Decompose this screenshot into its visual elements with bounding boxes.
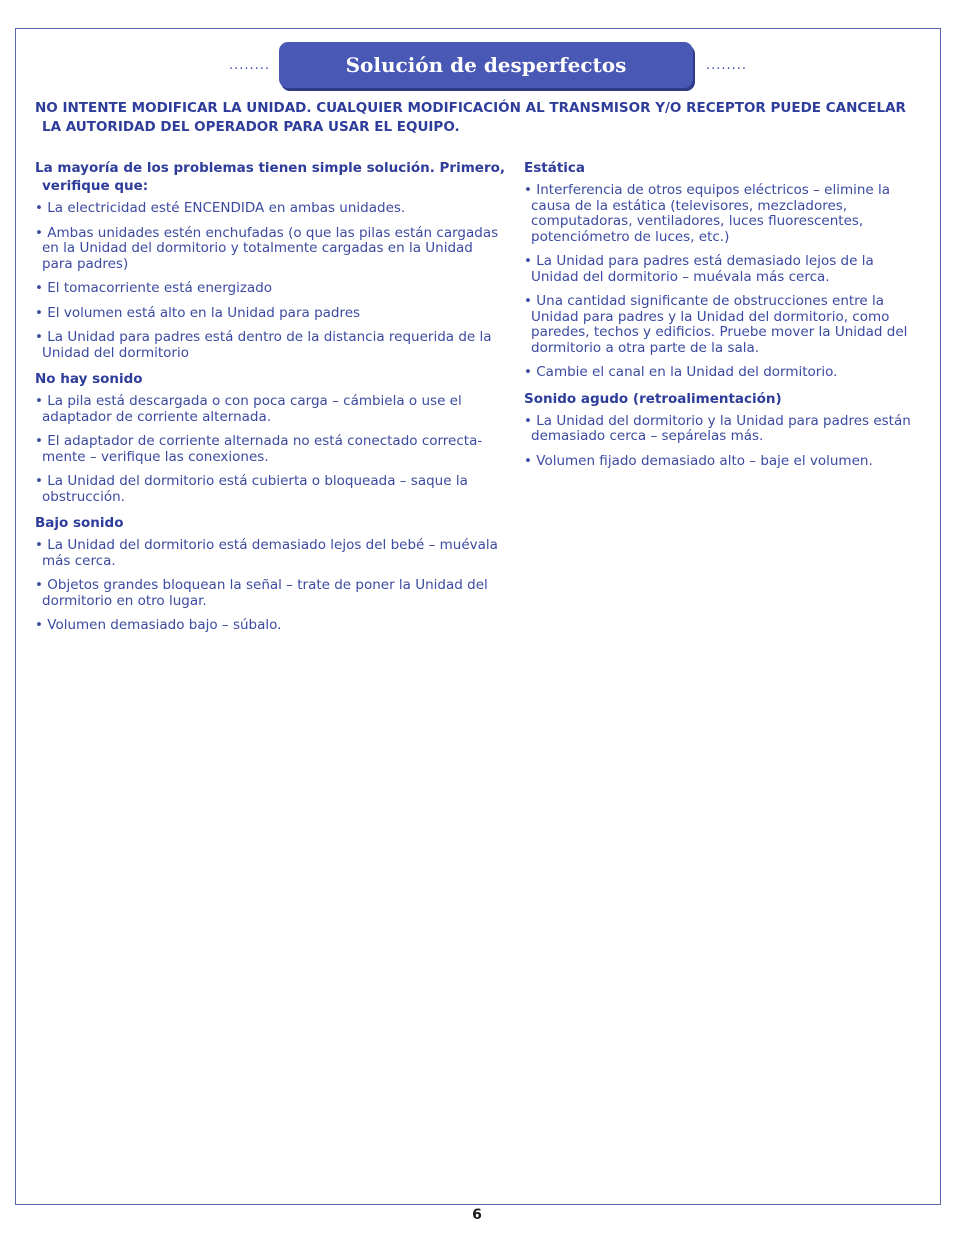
list-item: • La pila está descargada o con poca carga – cámbiela o use el adaptador de corriente alternada.	[35, 393, 462, 425]
feedback-heading: Sonido agudo (retroalimentación)	[524, 390, 782, 407]
static-heading: Estática	[524, 160, 586, 176]
list-item: • La Unidad para padres está dentro de la distancia requerida de la Unidad del dormitorio	[35, 329, 492, 361]
list-item: • La Unidad del dormitorio está cubierta o bloqueada – saque la obstrucción.	[35, 473, 468, 505]
list-item: • Ambas unidades estén enchufadas (o que las pilas están cargadas en la Unidad del dormitorio y totalmente cargadas en la Unidad para padres)	[35, 224, 499, 272]
list-item: • Cambie el canal en la Unidad del dormitorio.	[524, 364, 838, 380]
list-item: • La Unidad del dormitorio y la Unidad para padres están demasiado cerca – sepárelas más.	[524, 412, 911, 444]
low-sound-heading: Bajo sonido	[35, 515, 124, 531]
list-item: • El tomacorriente está energizado	[35, 280, 273, 296]
left-column	[35, 159, 505, 643]
list-item: • La Unidad del dormitorio está demasiado lejos del bebé – muévala más cerca.	[35, 537, 498, 569]
title-box	[279, 42, 693, 88]
warning-notice: NO INTENTE MODIFICAR LA UNIDAD. CUALQUIER MODIFICACIÓN AL TRANSMISOR Y/O RECEPTOR PUEDE CANCELAR LA AUTORIDAD DEL OPERADOR PARA USAR EL EQUIPO.	[35, 100, 906, 135]
list-item: • Una cantidad significante de obstrucciones entre la Unidad para padres y la Unidad del dormitorio, como paredes, techos y edificios. Pruebe mover la Unidad del dormitorio a otra parte de la sala.	[524, 293, 908, 356]
page-number: 6	[472, 1207, 482, 1223]
list-item: • El volumen está alto en la Unidad para padres	[35, 304, 361, 321]
intro-heading: La mayoría de los problemas tienen simple solución. Primero, verifique que:	[35, 160, 506, 194]
list-item: • Interferencia de otros equipos eléctricos – elimine la causa de la estática (televisores, mezcladores, computadoras, ventiladores, luces fluorescentes, potenciómetro de luces, etc.)	[524, 182, 891, 245]
page-title: Solución de desperfectos	[345, 53, 627, 77]
title-dots-right: ........	[705, 58, 747, 73]
list-item: • El adaptador de corriente alternada no está conectado correcta-mente – verifique las conexiones.	[35, 433, 483, 465]
title-dots-left: ........	[229, 58, 271, 73]
list-item: • Volumen fijado demasiado alto – baje el volumen.	[524, 452, 873, 469]
list-item: • Objetos grandes bloquean la señal – trate de poner la Unidad del dormitorio en otro lugar.	[35, 577, 488, 609]
list-item: • La Unidad para padres está demasiado lejos de la Unidad del dormitorio – muévala más cerca.	[524, 253, 874, 285]
title-banner	[229, 42, 747, 88]
list-item: • Volumen demasiado bajo – súbalo.	[35, 617, 282, 633]
no-sound-heading: No hay sonido	[35, 371, 143, 387]
list-item: • La electricidad esté ENCENDIDA en ambas unidades.	[35, 200, 406, 216]
right-column	[524, 159, 924, 478]
